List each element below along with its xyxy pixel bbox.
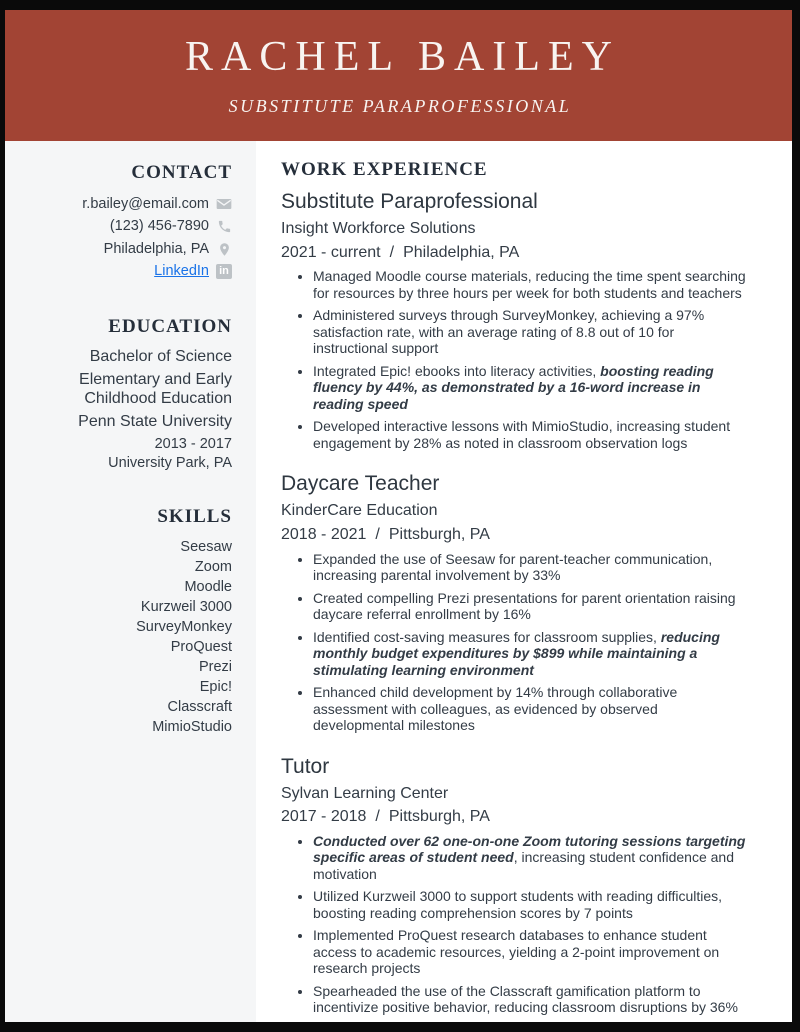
contact-section [17,162,232,283]
bullet-item [313,363,752,413]
contact-item [17,238,232,261]
education-section [17,316,232,473]
bullet-item [313,551,752,584]
job-meta [281,808,752,826]
bullet-item [313,590,752,623]
content-columns [5,141,792,1022]
job-company: KinderCare Education [281,502,438,520]
contact-list [17,193,232,283]
skills-list [17,537,232,737]
work-experience-section [256,141,792,1022]
skill-item: Prezi [198,658,232,675]
bullet-text: , increasing student confidence and motivation [313,849,734,882]
contact-text: Philadelphia, PA [103,240,209,257]
education-heading: EDUCATION [108,315,232,337]
job-dates: 2017 - 2018 [281,808,367,826]
education-school: Penn State University [78,412,232,430]
skill-item: ProQuest [170,638,232,655]
skills-heading: SKILLS [157,505,232,527]
skill-item: SurveyMonkey [136,618,232,635]
bullet-text: Enhanced child development by 14% through collaborative assessment with colleagues, as evidenced by observed developmental milestones [313,684,678,733]
education-major: Elementary and Early Childhood Education [79,370,232,407]
phone-icon [216,219,232,235]
person-name: RACHEL BAILEY [185,34,620,80]
job-separator: / [389,243,395,261]
job-location: Pittsburgh, PA [388,525,490,543]
education-degree: Bachelor of Science [89,347,232,365]
bullet-item [313,833,752,883]
contact-text: r.bailey@email.com [82,195,209,212]
resume-header [5,10,792,141]
job-entry [281,190,752,451]
resume-page [5,10,792,1022]
job-separator: / [375,808,380,826]
job-separator: / [375,525,380,543]
job-dates: 2021 - current [281,243,381,261]
contact-item [17,260,232,283]
bullet-text: Developed interactive lessons with MimioStudio, increasing student engagement by 28% as noted in classroom observation logs [313,418,731,451]
job-title: Tutor [281,754,330,778]
bullet-text-emphasis: Conducted over 62 one-on-one Zoom tutoring sessions targeting specific areas of student need [313,832,746,866]
jobs-list [281,190,752,1016]
job-title: Substitute Paraprofessional [281,189,538,213]
bullet-text: Identified cost-saving measures for classroom supplies, [313,628,661,645]
job-entry [281,755,752,1016]
bullet-text: Spearheaded the use of the Classcraft gamification platform to incentivize positive behavior, reducing classroom disruptions by 36% [313,982,738,1016]
envelope-icon [216,196,232,212]
linkedin-link[interactable]: LinkedIn [154,263,209,280]
bullet-text: Expanded the use of Seesaw for parent-teacher communication, increasing parental involvement by 33% [313,550,713,583]
contact-item [17,193,232,216]
work-experience-heading: WORK EXPERIENCE [281,159,488,180]
bullet-text: Created compelling Prezi presentations for parent orientation raising daycare referral enrollment by 16% [313,589,736,622]
skill-item: MimioStudio [152,718,232,735]
bullet-text: Implemented ProQuest research databases to enhance student access to academic resources, yielding a 2-point improvement on research projects [313,927,720,977]
location-pin-icon [216,241,232,257]
bullet-text: Integrated Epic! ebooks into literacy activities, [313,362,601,379]
job-meta [281,526,752,544]
job-location: Philadelphia, PA [403,243,520,261]
bullet-text: Utilized Kurzweil 3000 to support students with reading difficulties, boosting reading comprehension scores by 7 points [313,888,723,921]
bullet-item [313,684,752,734]
job-company: Insight Workforce Solutions [281,219,476,237]
skill-item: Moodle [184,578,232,595]
bullet-item [313,418,752,451]
education-dates: 2013 - 2017 [154,435,232,452]
skill-item: Classcraft [167,698,232,715]
job-bullets [281,551,752,734]
job-location: Pittsburgh, PA [388,808,490,826]
bullet-text-emphasis: boosting reading fluency by 44%, as demonstrated by a 16-word increase in reading speed [313,362,714,412]
education-location: University Park, PA [108,455,232,472]
bullet-text: Managed Moodle course materials, reducing the time spent searching for resources by three hours per week for both students and teachers [313,268,746,301]
bullet-text: Administered surveys through SurveyMonkey, achieving a 97% satisfaction rate, with an average rating of 8.8 out of 10 for instructional support [313,307,705,357]
contact-item [17,215,232,238]
sidebar [5,141,256,1022]
skill-item: Zoom [194,558,232,575]
bullet-item [313,268,752,301]
skill-item: Epic! [199,678,232,695]
bullet-item [313,629,752,679]
job-entry [281,472,752,733]
skill-item: Seesaw [180,538,232,555]
skill-item: Kurzweil 3000 [140,598,232,615]
bullet-text-emphasis: reducing monthly budget expenditures by $899 while maintaining a stimulating learning environment [313,628,720,678]
job-dates: 2018 - 2021 [281,525,367,543]
job-bullets [281,268,752,451]
bullet-item [313,307,752,357]
contact-heading: CONTACT [131,162,232,183]
job-company: Sylvan Learning Center [281,784,449,802]
person-title: SUBSTITUTE PARAPROFESSIONAL [228,96,572,116]
linkedin-icon: in [216,264,232,280]
job-bullets [281,833,752,1016]
bullet-item [313,983,752,1016]
contact-text: (123) 456-7890 [109,218,209,235]
bullet-item [313,888,752,921]
job-title: Daycare Teacher [281,472,440,496]
skills-section [17,506,232,737]
bullet-item [313,927,752,977]
job-meta [281,244,752,262]
